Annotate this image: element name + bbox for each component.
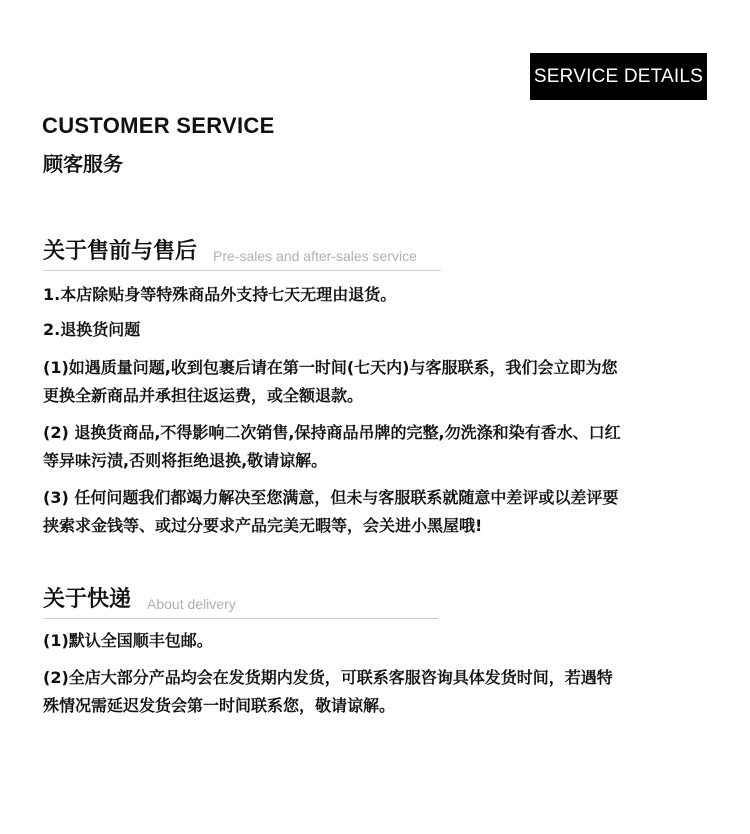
page-title-english: CUSTOMER SERVICE	[42, 113, 275, 138]
section-title-english: Pre-sales and after-sales service	[213, 248, 417, 264]
section-title-chinese: 关于售前与售后	[43, 239, 198, 264]
paragraph-complaint-notice: (3) 任何问题我们都竭力解决至您满意，但未与客服联系就随意中差评或以差评要 挟索求金钱等、或过分要求产品完美无暇等，会关进小黑屋哦!	[43, 488, 619, 535]
section-header-after-sales	[43, 238, 441, 271]
section-header-delivery	[43, 586, 438, 619]
paragraph-shipping-time: (2)全店大部分产品均会在发货期内发货，可联系客服咨询具体发货时间，若遇特 殊情况需延迟发货会第一时间联系您，敬请谅解。	[43, 668, 613, 715]
section-title-english: About delivery	[147, 596, 236, 612]
paragraph-free-shipping: (1)默认全国顺丰包邮。	[43, 631, 213, 650]
paragraph-quality-issue: (1)如遇质量问题,收到包裹后请在第一时间(七天内)与客服联系，我们会立即为您 更换全新商品并承担往返运费，或全额退款。	[43, 358, 618, 405]
page-title-chinese: 顾客服务	[43, 152, 123, 176]
paragraph-return-policy: 1.本店除贴身等特殊商品外支持七天无理由退货。	[43, 285, 397, 304]
paragraph-exchange-conditions: (2) 退换货商品,不得影响二次销售,保持商品吊牌的完整,勿洗涤和染有香水、口红 等异味污渍,否则将拒绝退换,敬请谅解。	[43, 423, 621, 470]
section-title-chinese: 关于快递	[43, 587, 132, 612]
service-details-badge: SERVICE DETAILS	[530, 53, 707, 100]
paragraph-exchange-heading: 2.退换货问题	[43, 320, 141, 339]
